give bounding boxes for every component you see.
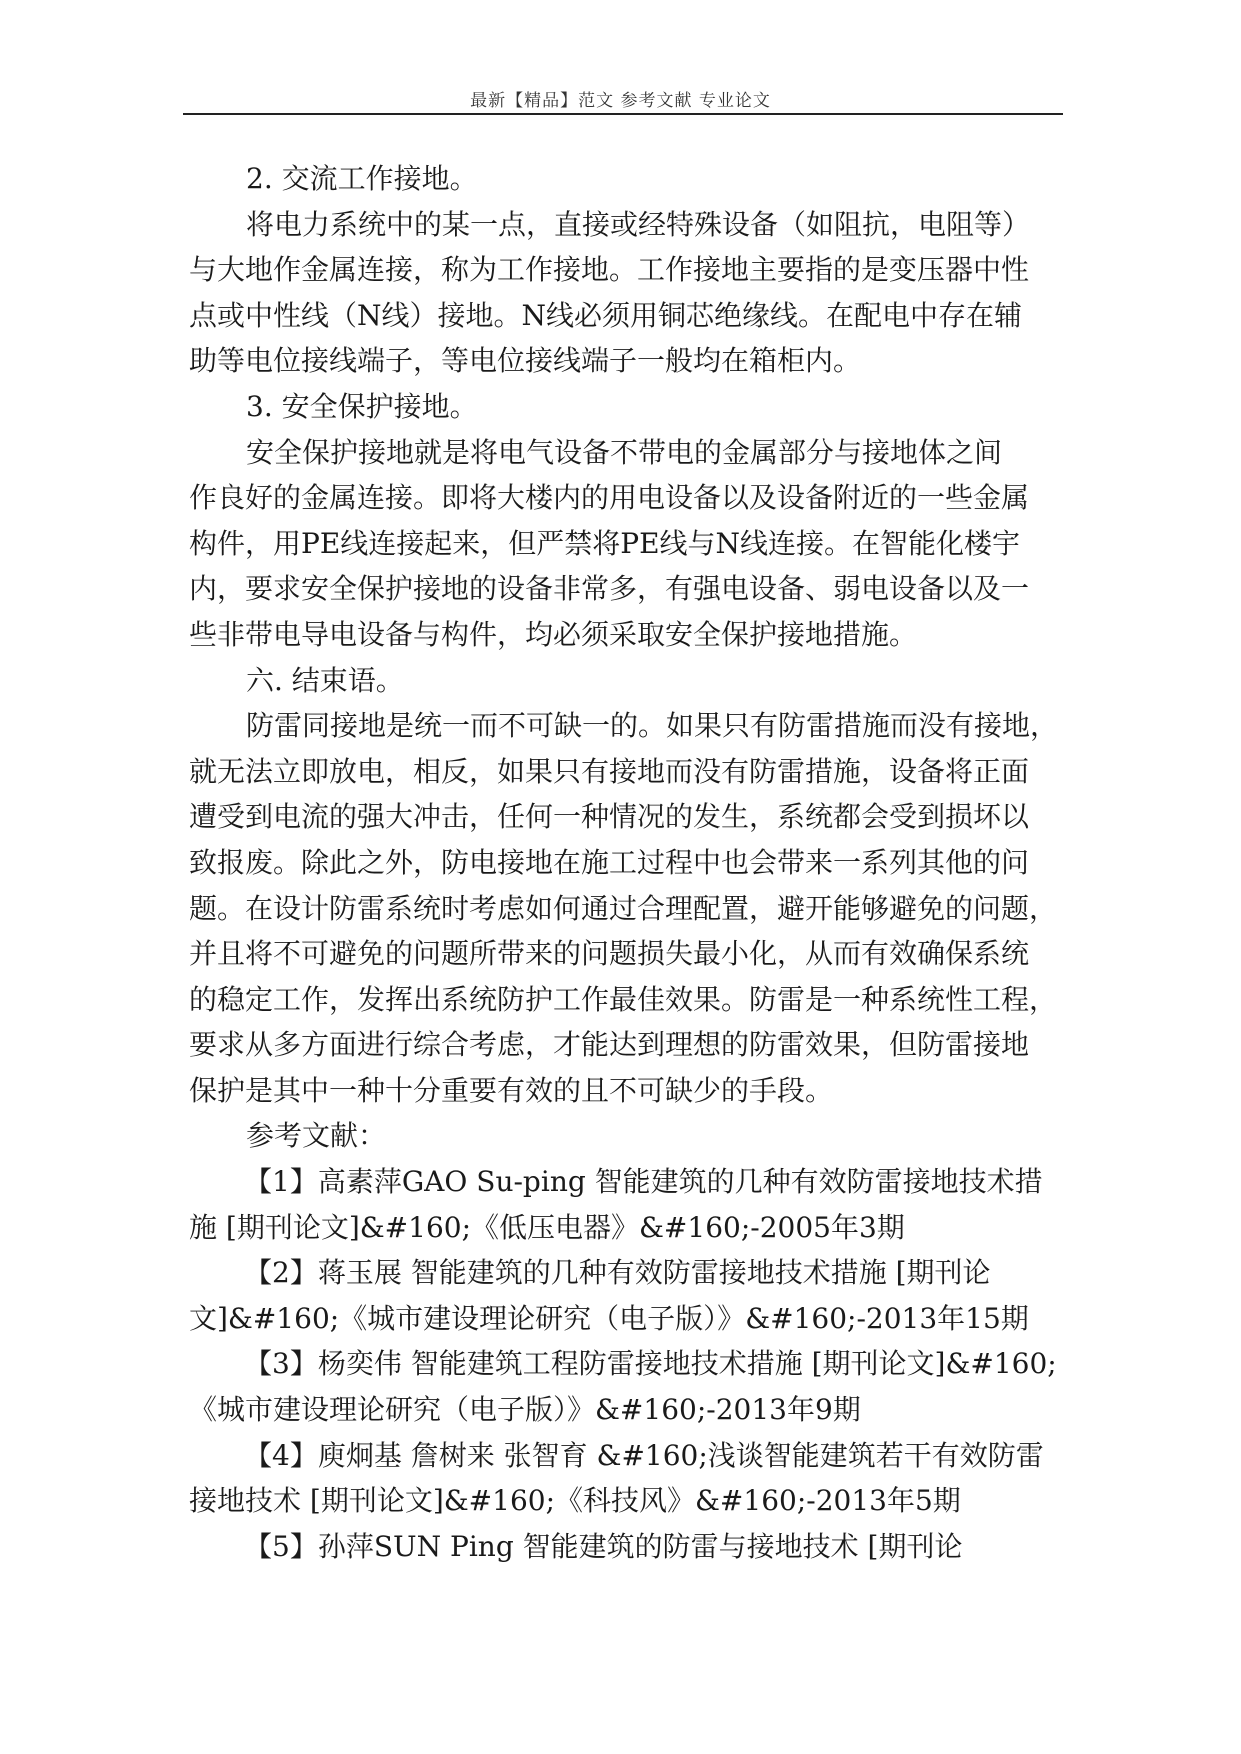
paragraph-line: 助等电位接线端子，等电位接线端子一般均在箱柜内。 [189,344,862,378]
paragraph-line: 并且将不可避免的问题所带来的问题损失最小化，从而有效确保系统 [189,937,1030,971]
paragraph-line: 将电力系统中的某一点，直接或经特殊设备（如阻抗，电阻等） [246,207,1031,241]
reference-item: 施 [期刊论文]&#160;《低压电器》&#160;-2005年3期 [189,1210,905,1244]
paragraph-line: 内，要求安全保护接地的设备非常多，有强电设备、弱电设备以及一 [189,572,1030,606]
document-body [189,156,1069,1569]
paragraph-line: 构件，用PE线连接起来，但严禁将PE线与N线连接。在智能化楼宇 [189,526,1021,560]
paragraph-line: 致报废。除此之外，防电接地在施工过程中也会带来一系列其他的问 [189,845,1030,879]
paragraph-line: 就无法立即放电，相反，如果只有接地而没有防雷措施，设备将正面 [189,754,1030,788]
reference-item: 【2】蒋玉展 智能建筑的几种有效防雷接地技术措施 [期刊论 [244,1256,991,1290]
section-heading: 3. 安全保护接地。 [246,389,478,423]
reference-item: 《城市建设理论研究（电子版）》&#160;-2013年9期 [189,1393,861,1427]
section-heading: 六. 结束语。 [246,663,404,697]
reference-item: 【5】孙萍SUN Ping 智能建筑的防雷与接地技术 [期刊论 [244,1529,963,1563]
page-header: 最新【精品】范文 参考文献 专业论文 [470,91,771,111]
paragraph-line: 点或中性线（N线）接地。N线必须用铜芯绝缘线。在配电中存在辅 [189,298,1023,332]
section-heading: 2. 交流工作接地。 [246,162,478,195]
reference-item: 【1】高素萍GAO Su-ping 智能建筑的几种有效防雷接地技术措 [244,1165,1043,1199]
reference-item: 【3】杨奕伟 智能建筑工程防雷接地技术措施 [期刊论文]&#160; [244,1347,1057,1381]
paragraph-line: 要求从多方面进行综合考虑，才能达到理想的防雷效果，但防雷接地 [189,1028,1030,1062]
paragraph-line: 与大地作金属连接，称为工作接地。工作接地主要指的是变压器中性 [189,253,1030,287]
paragraph-line: 作良好的金属连接。即将大楼内的用电设备以及设备附近的一些金属 [189,481,1030,515]
paragraph-line: 保护是其中一种十分重要有效的且不可缺少的手段。 [189,1073,834,1107]
reference-item: 文]&#160;《城市建设理论研究（电子版）》&#160;-2013年15期 [189,1301,1029,1335]
paragraph-line: 安全保护接地就是将电气设备不带电的金属部分与接地体之间 [246,435,1003,469]
header-divider [183,113,1063,115]
paragraph-line: 题。在设计防雷系统时考虑如何通过合理配置，避开能够避免的问题， [189,891,1058,925]
reference-item: 【4】庾炯基 詹树来 张智育 &#160;浅谈智能建筑若干有效防雷 [244,1438,1044,1472]
paragraph-line: 遭受到电流的强大冲击，任何一种情况的发生，系统都会受到损坏以 [189,800,1030,834]
paragraph-line: 防雷同接地是统一而不可缺一的。如果只有防雷措施而没有接地， [246,709,1059,743]
references-heading: 参考文献： [246,1119,387,1153]
paragraph-line: 些非带电导电设备与构件，均必须采取安全保护接地措施。 [189,617,918,651]
reference-item: 接地技术 [期刊论文]&#160;《科技风》&#160;-2013年5期 [189,1484,961,1518]
paragraph-line: 的稳定工作，发挥出系统防护工作最佳效果。防雷是一种系统性工程， [189,982,1058,1016]
